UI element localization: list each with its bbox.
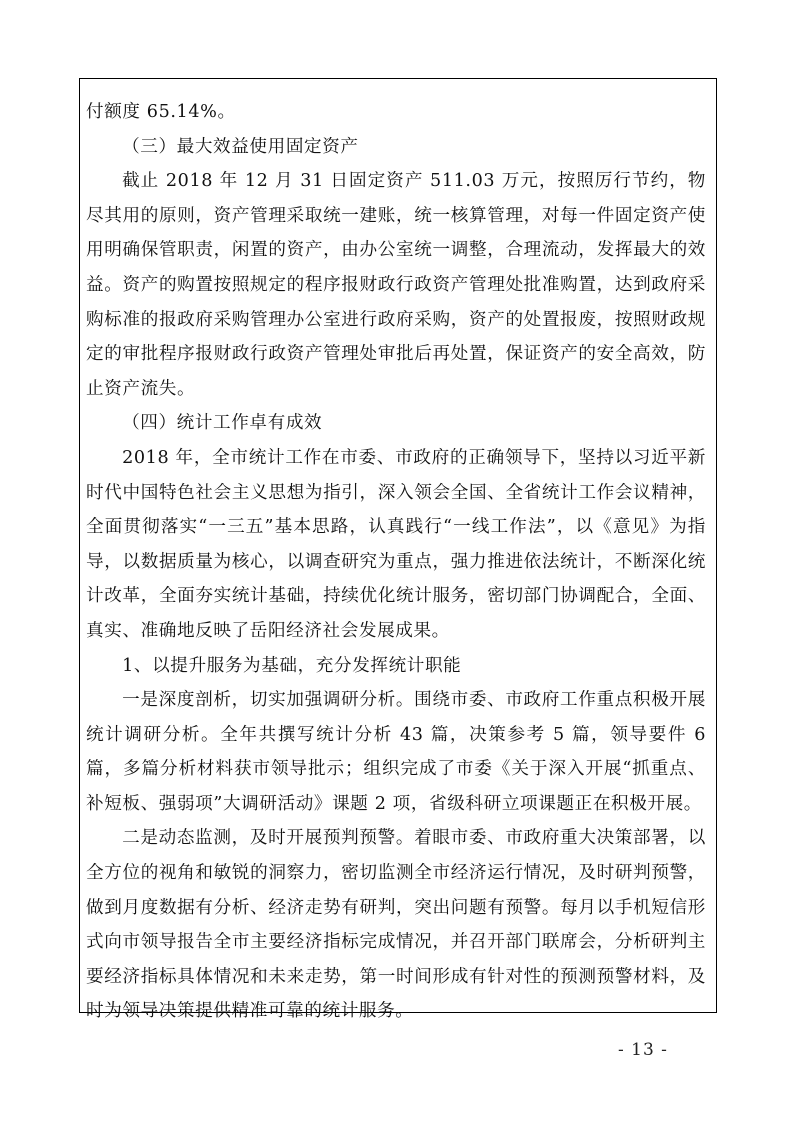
document-content-box [79,78,717,1022]
page-number: - 13 - [618,1040,668,1060]
paragraph-continuation: 付额度 65.14%。 [86,102,236,122]
paragraph-statistics-overview: 2018 年，全市统计工作在市委、市政府的正确领导下，坚持以习近平新时代中国特色社会主义思想为指引，深入领会全国、全省统计工作会议精神，全面贯彻落实“一三五”基本思路，认真践行“一线工作法”，以《意见》为指导，以数据质量为核心，以调查研究为重点，强力推进依法统计，不断深化统计改革，全面夯实统计基础，持续优化统计服务，密切部门协调配合，全面、真实、准确地反映了岳阳经济社会发展成果。 [86,447,706,641]
paragraph-fixed-assets: 截止 2018 年 12 月 31 日固定资产 511.03 万元，按照厉行节约，物尽其用的原则，资产管理采取统一建账，统一核算管理，对每一件固定资产使用明确保管职责，闲置的资产，由办公室统一调整，合理流动，发挥最大的效益。资产的购置按照规定的程序报财政行政资产管理处批准购置，达到政府采购标准的报政府采购管理办公室进行政府采购，资产的处置报废，按照财政规定的审批程序报财政行政资产管理处审批后再处置，保证资产的安全高效，防止资产流失。 [86,171,706,399]
section-heading-four: （四）统计工作卓有成效 [122,413,323,434]
subheading-service-basis: 1、以提升服务为基础，充分发挥统计职能 [122,655,462,676]
section-heading-three: （三）最大效益使用固定资产 [122,136,359,157]
paragraph-in-depth-analysis: 一是深度剖析，切实加强调研分析。围绕市委、市政府工作重点积极开展统计调研分析。全年共撰写统计分析 43 篇，决策参考 5 篇，领导要件 6 篇，多篇分析材料获市领导批示；组织完成了市委《关于深入开展“抓重点、补短板、强弱项”大调研活动》课题 2 项，省级科研立项课题正在积极开展。 [86,690,706,814]
paragraph-dynamic-monitoring: 二是动态监测，及时开展预判预警。着眼市委、市政府重大决策部署，以全方位的视角和敏锐的洞察力，密切监测全市经济运行情况，及时研判预警，做到月度数据有分析、经济走势有研判，突出问题有预警。每月以手机短信形式向市领导报告全市主要经济指标完成情况，并召开部门联席会，分析研判主要经济指标具体情况和未来走势，第一时间形成有针对性的预测预警材料，及时为领导决策提供精准可靠的统计服务。 [86,828,706,1022]
